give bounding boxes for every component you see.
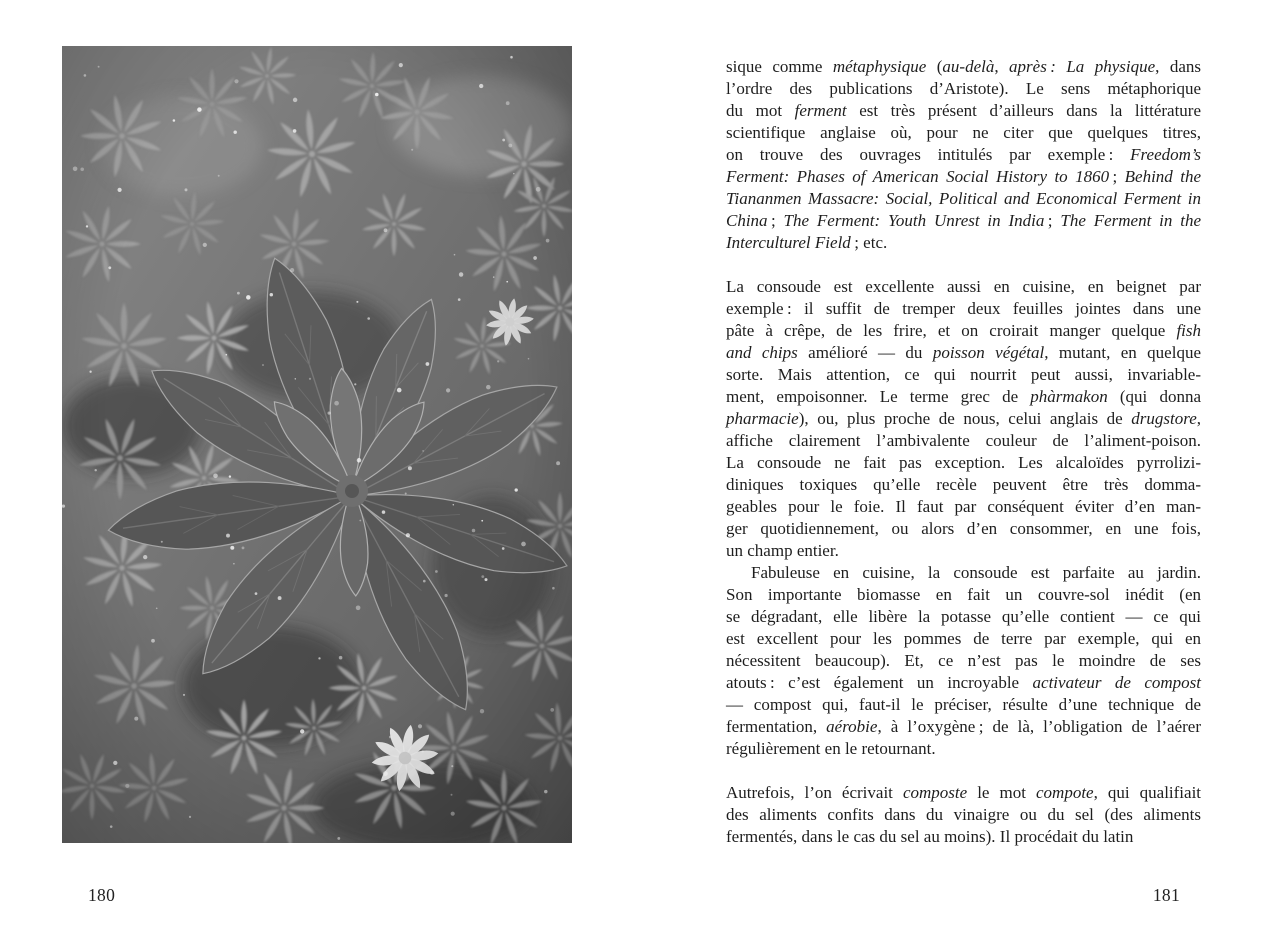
text-line: l’ordre des publications d’Aristote). Le sens métaphorique — [726, 79, 1201, 98]
page-number-right: 181 — [1152, 885, 1180, 905]
text-line: un champ entier. — [726, 541, 839, 560]
text-line: ment, empoisonner. Le terme grec de phàrmakon (qui donna — [726, 387, 1201, 406]
text-line: geables pour le foie. Il faut par conséquent éviter d’en man- — [726, 497, 1201, 516]
text-line: Ferment: Phases of American Social History to 1860 ; Behind the — [726, 167, 1201, 186]
text-line: fermentation, aérobie, à l’oxygène ; de là, l’obligation de l’aérer — [726, 717, 1201, 736]
text-line: est excellent pour les pommes de terre par exemple, qui en — [726, 629, 1201, 648]
body-text — [726, 56, 1201, 848]
text-line: se dégradant, elle libère la potasse qu’elle contient — ce qui — [726, 607, 1201, 626]
text-line: — compost qui, faut-il le préciser, résulte d’une technique de — [726, 695, 1201, 714]
text-line: China ; The Ferment: Youth Unrest in India ; The Ferment in the — [726, 211, 1201, 230]
text-line: Tiananmen Massacre: Social, Political and Economical Ferment in — [726, 189, 1201, 208]
page-number-left: 180 — [88, 885, 116, 905]
text-line: atouts : c’est également un incroyable activateur de compost — [726, 673, 1201, 692]
text-line: on trouve des ouvrages intitulés par exemple : Freedom’s — [726, 145, 1201, 164]
text-line: Fabuleuse en cuisine, la consoude est parfaite au jardin. — [751, 563, 1201, 582]
photo-vignette — [62, 46, 572, 843]
text-line: du mot ferment est très présent d’ailleurs dans la littérature — [726, 101, 1201, 120]
text-line: pâte à crêpe, de les frire, et on croirait manger quelque fish — [726, 321, 1201, 340]
text-line: sique comme métaphysique (au-delà, après : La physique, dans — [726, 57, 1202, 76]
paragraph — [726, 276, 1201, 562]
paragraph — [726, 562, 1201, 760]
text-line: La consoude est excellente aussi en cuisine, en beignet par — [726, 277, 1201, 296]
paragraph — [726, 782, 1201, 848]
text-line: régulièrement en le retournant. — [726, 739, 936, 758]
text-line: La consoude ne fait pas exception. Les alcaloïdes pyrrolizi- — [726, 453, 1201, 472]
text-line: pharmacie), ou, plus proche de nous, celui anglais de drugstore, — [726, 409, 1201, 428]
text-line: ger quotidiennement, ou alors d’en consommer, en une fois, — [726, 519, 1201, 538]
left-page-photo-frame — [62, 46, 572, 843]
paragraph — [726, 56, 1201, 254]
text-line: Interculturel Field ; etc. — [726, 233, 888, 252]
text-line: diniques toxiques qu’elle recèle peuvent être très domma- — [726, 475, 1201, 494]
text-line: Son importante biomasse en fait un couvre-sol inédit (en — [726, 585, 1201, 604]
text-line: nécessitent beaucoup). Et, ce n’est pas le moindre de ses — [726, 651, 1201, 670]
text-line: affiche clairement l’ambivalente couleur de l’aliment-poison. — [726, 431, 1201, 450]
text-line: exemple : il suffit de tremper deux feuilles jointes dans une — [726, 299, 1201, 318]
text-line: Autrefois, l’on écrivait composte le mot compote, qui qualifiait — [726, 783, 1202, 802]
text-line: des aliments confits dans du vinaigre ou du sel (des aliments — [726, 805, 1201, 824]
text-line: and chips amélioré — du poisson végétal, mutant, en quelque — [726, 343, 1201, 362]
text-line: fermentés, dans le cas du sel au moins). Il procédait du latin — [726, 827, 1134, 846]
text-line: sorte. Mais attention, ce qui nourrit peut aussi, invariable- — [726, 365, 1201, 384]
comfrey-lupine-photo — [62, 46, 572, 843]
text-line: scientifique anglaise où, pour ne citer que quelques titres, — [726, 123, 1201, 142]
